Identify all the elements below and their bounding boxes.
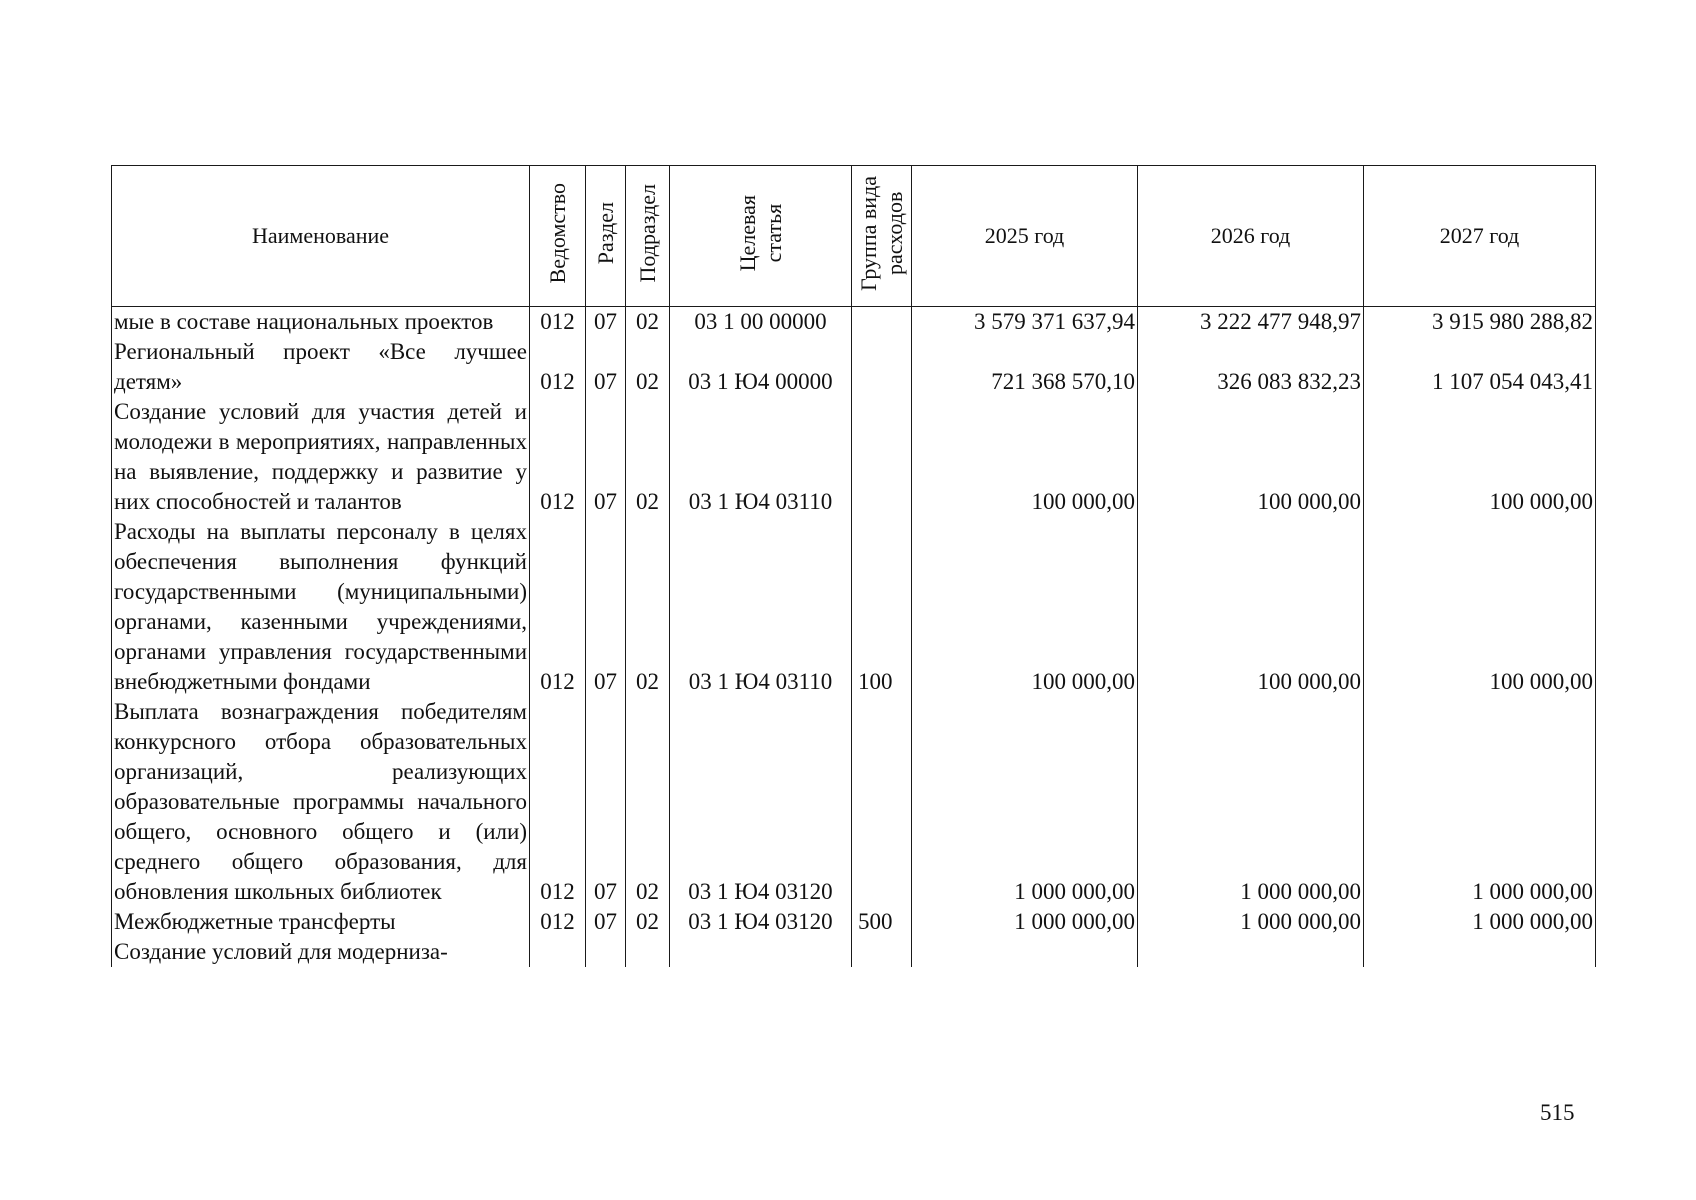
row-name: Региональный проект «Все лучшее детям» bbox=[112, 337, 530, 397]
row-2026: 1 000 000,00 bbox=[1138, 697, 1364, 907]
table-row bbox=[112, 517, 1596, 697]
row-podrazdel: 02 bbox=[626, 307, 670, 338]
row-name: Расходы на выплаты персоналу в целях обеспечения выполнения функций государственными (муниципальными) органами, казенными учреждениями, органами управления государственными внебюджетными фондами bbox=[112, 517, 530, 697]
table-row bbox=[112, 697, 1596, 907]
table-row bbox=[112, 397, 1596, 517]
table-header-row bbox=[112, 166, 1596, 307]
row-razdel: 07 bbox=[586, 907, 626, 937]
row-ved: 012 bbox=[530, 907, 586, 937]
row-podrazdel: 02 bbox=[626, 397, 670, 517]
row-group bbox=[852, 307, 912, 338]
row-2027: 1 107 054 043,41 bbox=[1364, 337, 1596, 397]
row-2026: 326 083 832,23 bbox=[1138, 337, 1364, 397]
row-2027: 1 000 000,00 bbox=[1364, 907, 1596, 937]
row-podrazdel: 02 bbox=[626, 337, 670, 397]
row-target: 03 1 00 00000 bbox=[670, 307, 852, 338]
table-row bbox=[112, 907, 1596, 937]
row-ved: 012 bbox=[530, 397, 586, 517]
row-name: мые в составе национальных проектов bbox=[112, 307, 530, 338]
header-vedomstvo: Ведомство bbox=[530, 166, 586, 307]
row-podrazdel bbox=[626, 937, 670, 967]
row-razdel: 07 bbox=[586, 697, 626, 907]
row-2027: 1 000 000,00 bbox=[1364, 697, 1596, 907]
row-ved: 012 bbox=[530, 697, 586, 907]
row-razdel: 07 bbox=[586, 397, 626, 517]
row-2026: 100 000,00 bbox=[1138, 517, 1364, 697]
row-group bbox=[852, 397, 912, 517]
header-2027: 2027 год bbox=[1364, 166, 1596, 307]
row-name: Создание условий для модерниза- bbox=[112, 937, 530, 967]
table-row bbox=[112, 307, 1596, 338]
header-razdel: Раздел bbox=[586, 166, 626, 307]
row-name: Межбюджетные трансферты bbox=[112, 907, 530, 937]
row-podrazdel: 02 bbox=[626, 517, 670, 697]
row-name: Создание условий для участия детей и молодежи в мероприятиях, направленных на выявление, поддержку и развитие у них способностей и талантов bbox=[112, 397, 530, 517]
row-target: 03 1 Ю4 03120 bbox=[670, 907, 852, 937]
row-2025: 100 000,00 bbox=[912, 397, 1138, 517]
row-2025: 1 000 000,00 bbox=[912, 907, 1138, 937]
row-group bbox=[852, 937, 912, 967]
row-2026 bbox=[1138, 937, 1364, 967]
row-2027: 100 000,00 bbox=[1364, 517, 1596, 697]
row-razdel: 07 bbox=[586, 307, 626, 338]
row-target bbox=[670, 937, 852, 967]
row-razdel bbox=[586, 937, 626, 967]
row-ved: 012 bbox=[530, 517, 586, 697]
row-2027 bbox=[1364, 937, 1596, 967]
header-target: Целевая статья bbox=[670, 166, 852, 307]
header-name: Наименование bbox=[112, 166, 530, 307]
row-ved: 012 bbox=[530, 337, 586, 397]
row-2026: 100 000,00 bbox=[1138, 397, 1364, 517]
header-2026: 2026 год bbox=[1138, 166, 1364, 307]
row-2027: 3 915 980 288,82 bbox=[1364, 307, 1596, 338]
row-razdel: 07 bbox=[586, 337, 626, 397]
row-target: 03 1 Ю4 00000 bbox=[670, 337, 852, 397]
row-2026: 3 222 477 948,97 bbox=[1138, 307, 1364, 338]
header-podrazdel: Подраздел bbox=[626, 166, 670, 307]
row-target: 03 1 Ю4 03110 bbox=[670, 397, 852, 517]
row-group: 500 bbox=[852, 907, 912, 937]
row-2027: 100 000,00 bbox=[1364, 397, 1596, 517]
row-2025: 3 579 371 637,94 bbox=[912, 307, 1138, 338]
row-2026: 1 000 000,00 bbox=[1138, 907, 1364, 937]
table-row bbox=[112, 937, 1596, 967]
header-group: Группа вида расходов bbox=[852, 166, 912, 307]
row-group: 100 bbox=[852, 517, 912, 697]
row-group bbox=[852, 337, 912, 397]
row-ved bbox=[530, 937, 586, 967]
row-razdel: 07 bbox=[586, 517, 626, 697]
row-2025: 100 000,00 bbox=[912, 517, 1138, 697]
row-ved: 012 bbox=[530, 307, 586, 338]
row-target: 03 1 Ю4 03110 bbox=[670, 517, 852, 697]
page-number: 515 bbox=[1540, 1100, 1575, 1125]
row-group bbox=[852, 697, 912, 907]
row-2025: 1 000 000,00 bbox=[912, 697, 1138, 907]
header-2025: 2025 год bbox=[912, 166, 1138, 307]
row-podrazdel: 02 bbox=[626, 907, 670, 937]
row-name: Выплата вознаграждения победителям конкурсного отбора образовательных организаций, реализующих образовательные программы начального общего, основного общего и (или) среднего общего образования, для обновления школьных библиотек bbox=[112, 697, 530, 907]
budget-table bbox=[111, 165, 1596, 967]
row-2025 bbox=[912, 937, 1138, 967]
row-podrazdel: 02 bbox=[626, 697, 670, 907]
table-row bbox=[112, 337, 1596, 397]
row-target: 03 1 Ю4 03120 bbox=[670, 697, 852, 907]
row-2025: 721 368 570,10 bbox=[912, 337, 1138, 397]
